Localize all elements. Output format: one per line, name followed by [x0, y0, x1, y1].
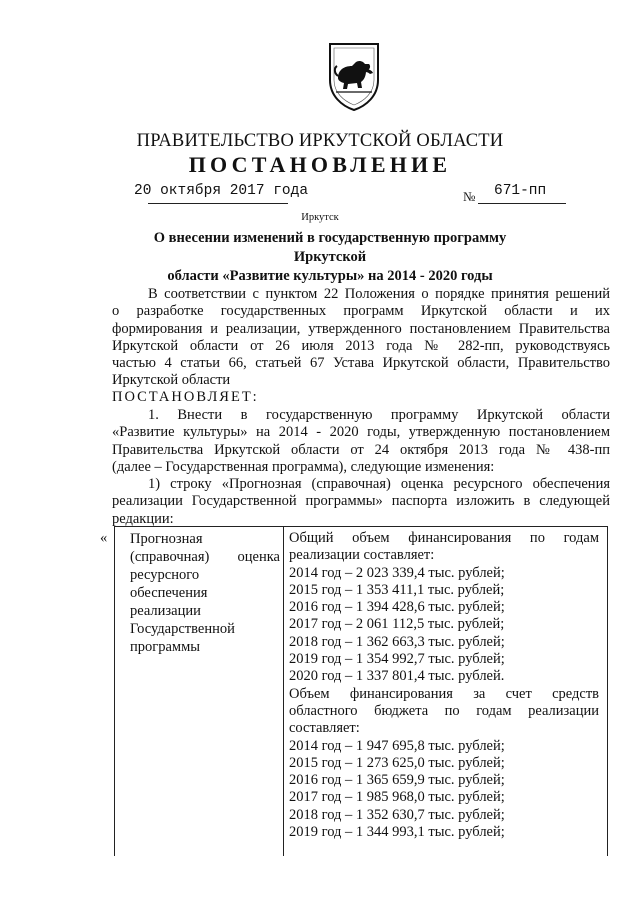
- value-line: 2019 год – 1 344 993,1 тыс. рублей;: [289, 824, 505, 841]
- value-line: 2020 год – 1 337 801,4 тыс. рублей.: [289, 668, 505, 685]
- date-underline: [148, 203, 288, 204]
- value-line: 2014 год – 1 947 695,8 тыс. рублей;: [289, 737, 505, 754]
- text-line: 1) строку «Прогнозная (справочная) оценка ресурсного обеспечения: [148, 476, 610, 492]
- value-line: 2019 год – 1 354 992,7 тыс. рублей;: [289, 651, 505, 668]
- value-line: 2015 год – 1 353 411,1 тыс. рублей;: [289, 581, 505, 598]
- label-line: Государственной: [130, 621, 235, 637]
- item-1-paragraph: [112, 407, 610, 476]
- text-line: «Развитие культуры» на 2014 - 2020 годы, утвержденную постановлением: [112, 424, 610, 441]
- subitem-1-paragraph: [112, 476, 610, 528]
- document-city: Иркутск: [301, 212, 339, 223]
- value-line: 2018 год – 1 352 630,7 тыс. рублей;: [289, 806, 505, 823]
- value-line: 2014 год – 2 023 339,4 тыс. рублей;: [289, 564, 505, 581]
- title-line: области «Развитие культуры» на 2014 - 2020 годы: [167, 268, 493, 284]
- value-line: 2016 год – 1 394 428,6 тыс. рублей;: [289, 599, 505, 616]
- table-value-cell: [289, 530, 599, 841]
- text-line: В соответствии с пунктом 22 Положения о порядке принятия решений: [148, 286, 610, 302]
- document-title: [120, 229, 540, 286]
- table-right-border: [607, 526, 608, 856]
- label-line: Прогнозная: [130, 531, 203, 547]
- title-line: О внесении изменений в государственную программу Иркутской: [153, 230, 507, 265]
- text-line: (далее – Государственная программа), следующие изменения:: [112, 458, 495, 475]
- text-line: редакции:: [112, 510, 174, 527]
- value-line: 2017 год – 2 061 112,5 тыс. рублей;: [289, 616, 505, 633]
- value-line: Общий объем финансирования по годам: [289, 530, 599, 546]
- value-line: 2016 год – 1 365 659,9 тыс. рублей;: [289, 772, 505, 789]
- text-line: о разработке государственных программ Иркутской области и их: [112, 303, 610, 320]
- open-quote: «: [100, 530, 108, 546]
- value-line: 2017 год – 1 985 968,0 тыс. рублей;: [289, 789, 505, 806]
- text-line: Правительства Иркутской области от 24 октября 2013 года № 438-пп: [112, 441, 610, 458]
- value-line: областного бюджета по годам реализации: [289, 702, 599, 719]
- number-sign: №: [463, 189, 476, 204]
- document-date: 20 октября 2017 года: [134, 183, 309, 199]
- label-line: обеспечения: [130, 585, 208, 601]
- resolves-heading: ПОСТАНОВЛЯЕТ:: [112, 389, 259, 405]
- value-line: 2015 год – 1 273 625,0 тыс. рублей;: [289, 754, 505, 771]
- text-line: Иркутской области от 26 июля 2013 года № 282-пп, руководствуясь: [112, 337, 610, 354]
- value-line: Объем финансирования за счет средств: [289, 685, 599, 702]
- label-line: реализации: [130, 603, 201, 619]
- document-type: ПОСТАНОВЛЕНИЕ: [188, 152, 452, 177]
- document-number: 671-пп: [494, 183, 547, 199]
- text-line: частью 4 статьи 66, статьей 67 Устава Иркутской области, Правительство: [112, 355, 610, 372]
- table-left-border: [114, 526, 115, 856]
- text-line: реализации Государственной программы» паспорта изложить в следующей: [112, 493, 610, 510]
- value-line: составляет:: [289, 720, 360, 737]
- table-top-border: [114, 526, 608, 527]
- value-line: реализации составляет:: [289, 547, 435, 564]
- label-word: оценка: [237, 549, 280, 565]
- text-line: Иркутской области: [112, 372, 231, 389]
- label-line: [130, 548, 280, 566]
- text-line: 1. Внести в государственную программу Иркутской области: [148, 407, 610, 423]
- text-line: формирования и реализации, утвержденного постановлением Правительства: [112, 320, 610, 337]
- label-line: ресурсного: [130, 567, 200, 583]
- table-column-divider: [283, 526, 284, 856]
- government-name: ПРАВИТЕЛЬСТВО ИРКУТСКОЙ ОБЛАСТИ: [136, 131, 504, 151]
- number-underline: [478, 203, 566, 204]
- table-label-cell: [130, 530, 280, 656]
- value-line: 2018 год – 1 362 663,3 тыс. рублей;: [289, 633, 505, 650]
- preamble-paragraph: [112, 286, 610, 390]
- coat-of-arms-icon: [326, 40, 382, 112]
- label-line: программы: [130, 639, 200, 655]
- label-word: (справочная): [130, 549, 210, 565]
